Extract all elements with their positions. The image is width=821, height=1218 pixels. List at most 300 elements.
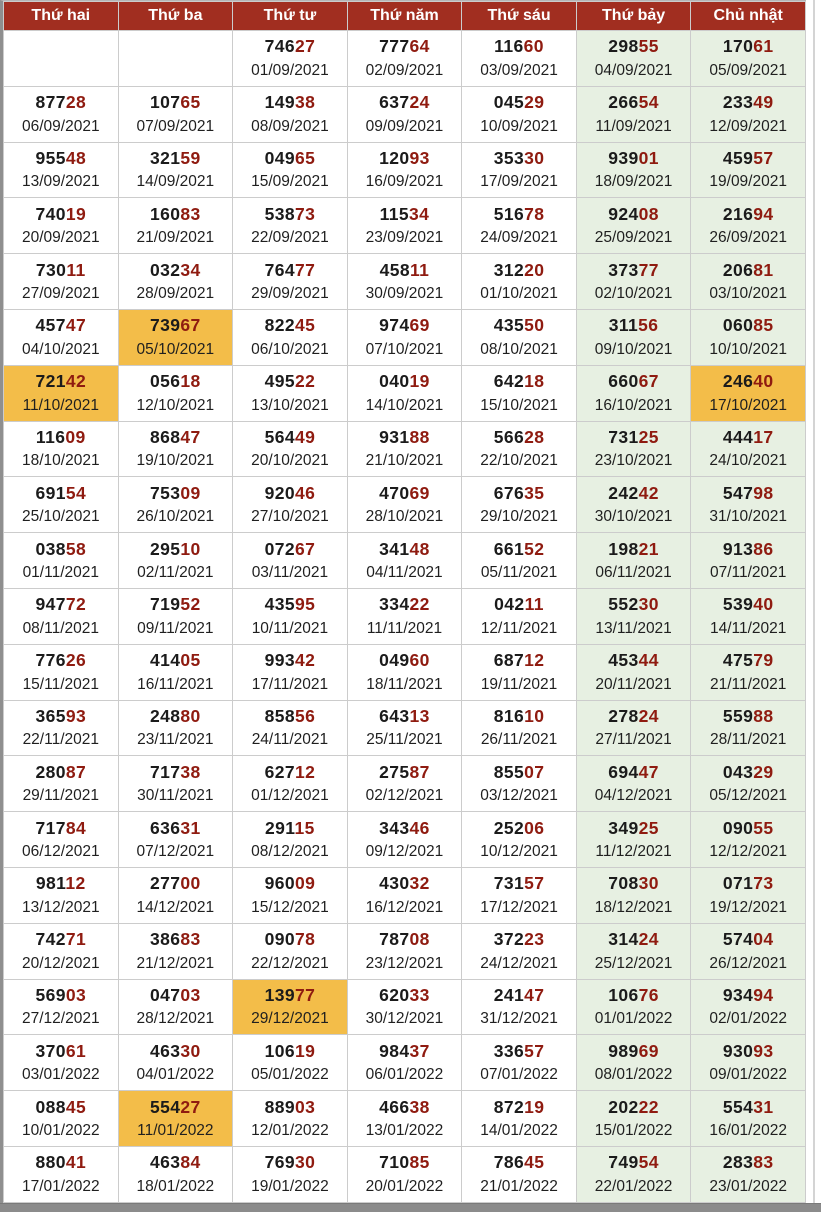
result-cell bbox=[691, 309, 806, 365]
result-number-first-three: 574 bbox=[722, 929, 754, 950]
result-number-first-three: 314 bbox=[608, 929, 639, 950]
result-number-first-three: 960 bbox=[264, 873, 295, 894]
result-number-last-two: 38 bbox=[409, 1096, 430, 1117]
result-date: 04/09/2021 bbox=[594, 61, 673, 79]
result-number-first-three: 202 bbox=[608, 1096, 639, 1117]
result-cell bbox=[462, 1146, 577, 1202]
result-number bbox=[233, 94, 347, 112]
result-cell bbox=[233, 644, 348, 700]
result-number bbox=[119, 482, 233, 503]
result-number-first-three: 939 bbox=[608, 147, 639, 168]
result-number bbox=[577, 426, 691, 447]
result-number-first-three: 989 bbox=[608, 1040, 639, 1061]
result-number bbox=[4, 761, 118, 782]
result-number-last-two: 55 bbox=[638, 36, 659, 57]
result-number bbox=[119, 875, 233, 893]
result-cell bbox=[347, 198, 462, 254]
result-date: 13/12/2021 bbox=[21, 898, 100, 916]
result-number-last-two: 71 bbox=[65, 929, 87, 950]
result-number bbox=[691, 538, 805, 559]
result-number-last-two: 81 bbox=[753, 259, 774, 280]
result-cell bbox=[576, 142, 691, 198]
result-number-last-two: 49 bbox=[753, 92, 774, 113]
result-number-first-three: 336 bbox=[493, 1040, 525, 1061]
result-date: 07/11/2021 bbox=[709, 564, 787, 582]
result-number bbox=[348, 705, 462, 726]
result-number-first-three: 414 bbox=[150, 650, 181, 671]
result-date: 30/10/2021 bbox=[594, 508, 673, 526]
result-number-last-two: 88 bbox=[753, 705, 774, 726]
result-number-last-two: 47 bbox=[638, 761, 659, 782]
result-number-first-three: 539 bbox=[722, 594, 754, 615]
result-number-last-two: 45 bbox=[65, 1096, 87, 1117]
result-number-first-three: 334 bbox=[379, 594, 410, 615]
result-cell bbox=[691, 477, 806, 533]
result-date: 12/12/2021 bbox=[709, 843, 787, 861]
result-number-last-two: 44 bbox=[638, 650, 659, 671]
result-number-first-three: 060 bbox=[722, 315, 754, 336]
result-number-first-three: 160 bbox=[150, 203, 181, 224]
result-cell bbox=[576, 533, 691, 589]
result-date: 18/09/2021 bbox=[594, 173, 673, 191]
result-number-first-three: 090 bbox=[264, 929, 295, 950]
result-cell bbox=[347, 700, 462, 756]
result-number-last-two: 52 bbox=[524, 538, 545, 559]
result-number-last-two: 80 bbox=[180, 705, 201, 726]
result-row bbox=[4, 31, 806, 87]
result-number-last-two: 64 bbox=[409, 36, 430, 57]
result-cell bbox=[118, 1091, 233, 1147]
result-number bbox=[119, 317, 233, 335]
result-cell bbox=[462, 700, 577, 756]
result-number-first-three: 116 bbox=[494, 36, 524, 57]
result-date: 21/09/2021 bbox=[136, 229, 215, 247]
result-number bbox=[233, 317, 347, 335]
result-cell bbox=[233, 867, 348, 923]
result-date: 20/01/2022 bbox=[365, 1177, 444, 1195]
result-number-last-two: 77 bbox=[638, 259, 659, 280]
result-number bbox=[4, 596, 118, 614]
result-cell bbox=[118, 421, 233, 477]
result-number-last-two: 33 bbox=[409, 984, 430, 1005]
result-cell bbox=[576, 198, 691, 254]
result-date: 18/11/2021 bbox=[366, 675, 443, 693]
weekday-header-row bbox=[4, 2, 806, 31]
result-number-last-two: 45 bbox=[524, 1152, 545, 1173]
result-cell bbox=[347, 867, 462, 923]
result-date: 30/11/2021 bbox=[137, 787, 214, 805]
result-cell bbox=[118, 142, 233, 198]
result-cell bbox=[347, 1146, 462, 1202]
result-number bbox=[233, 931, 347, 949]
result-number-first-three: 764 bbox=[264, 259, 295, 280]
result-cell bbox=[233, 198, 348, 254]
result-number bbox=[233, 817, 347, 838]
result-cell bbox=[691, 31, 806, 87]
result-date: 08/12/2021 bbox=[251, 843, 329, 861]
result-date: 02/12/2021 bbox=[365, 787, 444, 805]
result-cell bbox=[4, 421, 119, 477]
result-date: 04/11/2021 bbox=[366, 564, 443, 582]
result-cell bbox=[691, 142, 806, 198]
result-number-last-two: 04 bbox=[753, 929, 774, 950]
result-number bbox=[233, 482, 347, 503]
result-cell bbox=[233, 421, 348, 477]
result-number-first-three: 475 bbox=[722, 650, 754, 671]
result-number bbox=[119, 538, 233, 559]
result-number-last-two: 11 bbox=[410, 259, 430, 280]
result-number bbox=[691, 1154, 805, 1172]
result-date: 21/11/2021 bbox=[709, 675, 787, 693]
result-cell bbox=[233, 979, 348, 1035]
result-cell bbox=[118, 1146, 233, 1202]
result-number-last-two: 83 bbox=[753, 1152, 774, 1173]
result-number-first-three: 708 bbox=[608, 873, 639, 894]
result-date: 15/01/2022 bbox=[594, 1122, 673, 1140]
result-cell bbox=[347, 756, 462, 812]
result-number bbox=[577, 38, 691, 56]
result-number-last-two: 05 bbox=[180, 650, 201, 671]
result-number bbox=[4, 875, 118, 893]
result-cell bbox=[4, 700, 119, 756]
result-number-first-three: 749 bbox=[608, 1152, 639, 1173]
result-cell bbox=[118, 923, 233, 979]
result-number bbox=[348, 875, 462, 893]
result-cell bbox=[4, 533, 119, 589]
result-cell bbox=[462, 1091, 577, 1147]
result-date: 04/10/2021 bbox=[21, 340, 100, 358]
result-number-first-three: 040 bbox=[379, 371, 410, 392]
result-number-first-three: 643 bbox=[379, 705, 410, 726]
weekday-header-cell: Thứ ba bbox=[118, 2, 233, 31]
result-cell bbox=[576, 477, 691, 533]
result-date: 28/10/2021 bbox=[365, 508, 444, 526]
result-number-last-two: 09 bbox=[65, 426, 86, 447]
result-number bbox=[577, 761, 691, 782]
result-number-last-two: 26 bbox=[65, 650, 87, 671]
result-cell bbox=[576, 365, 691, 421]
result-cell bbox=[4, 979, 119, 1035]
result-cell bbox=[4, 477, 119, 533]
result-number-last-two: 83 bbox=[180, 929, 201, 950]
result-number bbox=[233, 147, 347, 168]
result-number-last-two: 40 bbox=[753, 371, 774, 392]
result-number bbox=[348, 426, 462, 447]
result-number bbox=[348, 482, 462, 503]
result-cell bbox=[233, 1035, 348, 1091]
result-number bbox=[233, 1154, 347, 1172]
result-date: 25/09/2021 bbox=[594, 229, 673, 247]
result-number-last-two: 10 bbox=[180, 538, 201, 559]
result-number-last-two: 61 bbox=[753, 36, 774, 57]
result-date: 26/10/2021 bbox=[136, 508, 215, 526]
result-number-first-three: 170 bbox=[722, 36, 754, 57]
result-number bbox=[233, 596, 347, 614]
result-number-last-two: 30 bbox=[524, 147, 545, 168]
result-number-last-two: 11 bbox=[66, 259, 86, 280]
result-number-last-two: 60 bbox=[523, 36, 544, 57]
result-cell bbox=[462, 867, 577, 923]
result-number bbox=[691, 317, 805, 335]
result-number bbox=[348, 147, 462, 168]
result-number-last-two: 59 bbox=[180, 147, 201, 168]
result-row bbox=[4, 309, 806, 365]
result-number-first-three: 049 bbox=[379, 650, 410, 671]
result-number-last-two: 57 bbox=[524, 1040, 545, 1061]
result-number-last-two: 69 bbox=[409, 315, 430, 336]
weekday-header-cell: Thứ sáu bbox=[462, 2, 577, 31]
result-number-last-two: 35 bbox=[524, 482, 545, 503]
result-number-last-two: 10 bbox=[524, 705, 545, 726]
result-number-last-two: 28 bbox=[65, 92, 87, 113]
result-number-first-three: 466 bbox=[379, 1096, 410, 1117]
result-cell bbox=[118, 812, 233, 868]
result-number bbox=[4, 538, 118, 559]
result-number bbox=[462, 482, 576, 503]
result-number-last-two: 11 bbox=[524, 594, 544, 615]
result-number-last-two: 00 bbox=[180, 873, 201, 894]
result-number-last-two: 24 bbox=[638, 929, 659, 950]
result-number bbox=[462, 38, 576, 56]
result-date: 09/10/2021 bbox=[594, 340, 673, 358]
result-number-first-three: 538 bbox=[264, 203, 295, 224]
result-cell bbox=[233, 86, 348, 142]
right-edge-line bbox=[813, 0, 815, 1203]
result-cell bbox=[576, 812, 691, 868]
result-number-first-three: 047 bbox=[150, 984, 181, 1005]
result-number-last-two: 34 bbox=[409, 203, 430, 224]
result-cell bbox=[233, 1146, 348, 1202]
result-cell bbox=[576, 588, 691, 644]
result-number bbox=[4, 317, 118, 335]
result-date: 10/01/2022 bbox=[21, 1122, 100, 1140]
result-date: 21/10/2021 bbox=[365, 452, 444, 470]
result-number-first-three: 459 bbox=[722, 147, 754, 168]
weekday-header-cell: Thứ tư bbox=[233, 2, 348, 31]
result-date: 06/10/2021 bbox=[251, 340, 329, 358]
result-date: 22/12/2021 bbox=[251, 954, 329, 972]
result-cell bbox=[118, 588, 233, 644]
result-number bbox=[348, 652, 462, 670]
result-cell bbox=[691, 86, 806, 142]
result-number-first-three: 880 bbox=[35, 1152, 66, 1173]
result-number-last-two: 93 bbox=[753, 1040, 774, 1061]
result-number-last-two: 84 bbox=[65, 817, 87, 838]
result-number-last-two: 19 bbox=[294, 1040, 316, 1061]
result-number-first-three: 045 bbox=[493, 92, 525, 113]
result-row bbox=[4, 588, 806, 644]
result-number bbox=[119, 817, 233, 838]
result-row bbox=[4, 142, 806, 198]
result-cell bbox=[118, 756, 233, 812]
result-number bbox=[348, 259, 462, 280]
result-date: 07/01/2022 bbox=[480, 1066, 558, 1084]
result-date: 03/09/2021 bbox=[480, 61, 558, 79]
result-number bbox=[577, 203, 691, 224]
result-number bbox=[233, 705, 347, 726]
result-number bbox=[691, 94, 805, 112]
result-date: 11/11/2021 bbox=[366, 619, 443, 637]
result-date: 02/11/2021 bbox=[137, 564, 214, 582]
result-number-first-three: 353 bbox=[493, 147, 525, 168]
result-cell bbox=[347, 477, 462, 533]
result-date: 30/12/2021 bbox=[365, 1010, 444, 1028]
result-number bbox=[348, 538, 462, 559]
result-number-first-three: 106 bbox=[264, 1040, 295, 1061]
result-number-first-three: 858 bbox=[264, 705, 295, 726]
result-date: 10/12/2021 bbox=[480, 843, 558, 861]
result-number bbox=[577, 705, 691, 726]
result-number-last-two: 30 bbox=[294, 1152, 316, 1173]
result-number-last-two: 54 bbox=[638, 92, 659, 113]
result-number-first-three: 776 bbox=[35, 650, 66, 671]
result-number-last-two: 93 bbox=[65, 705, 87, 726]
result-number-first-three: 373 bbox=[608, 259, 639, 280]
result-cell bbox=[118, 477, 233, 533]
result-number-last-two: 78 bbox=[524, 203, 545, 224]
result-number-last-two: 29 bbox=[753, 761, 774, 782]
result-number-last-two: 49 bbox=[294, 426, 316, 447]
result-date: 18/12/2021 bbox=[594, 898, 673, 916]
result-number-first-three: 554 bbox=[150, 1096, 181, 1117]
result-number bbox=[4, 426, 118, 447]
result-number-first-three: 149 bbox=[264, 92, 295, 113]
result-number-first-three: 457 bbox=[35, 315, 66, 336]
result-number bbox=[119, 94, 233, 112]
result-number bbox=[233, 984, 347, 1005]
result-date: 23/11/2021 bbox=[137, 731, 214, 749]
result-number-first-three: 931 bbox=[379, 426, 410, 447]
result-number-first-three: 386 bbox=[150, 929, 181, 950]
result-number bbox=[233, 652, 347, 670]
result-number-first-three: 365 bbox=[35, 705, 66, 726]
result-date: 23/09/2021 bbox=[365, 229, 444, 247]
result-number bbox=[462, 875, 576, 893]
result-date: 09/12/2021 bbox=[365, 843, 444, 861]
result-number-first-three: 311 bbox=[608, 315, 639, 336]
result-number-first-three: 769 bbox=[264, 1152, 295, 1173]
result-cell bbox=[691, 198, 806, 254]
result-cell bbox=[4, 365, 119, 421]
result-number bbox=[577, 931, 691, 949]
result-date: 31/12/2021 bbox=[480, 1010, 558, 1028]
result-date: 01/12/2021 bbox=[251, 787, 329, 805]
result-cell bbox=[347, 533, 462, 589]
result-number-first-three: 042 bbox=[494, 594, 525, 615]
result-number bbox=[119, 373, 233, 391]
weekday-header-cell: Thứ hai bbox=[4, 2, 119, 31]
result-number-last-two: 30 bbox=[638, 594, 659, 615]
result-date: 18/10/2021 bbox=[21, 452, 100, 470]
result-number bbox=[119, 984, 233, 1005]
result-cell bbox=[233, 812, 348, 868]
result-number bbox=[691, 373, 805, 391]
result-date: 12/10/2021 bbox=[136, 396, 215, 414]
result-number bbox=[348, 94, 462, 112]
result-number-first-three: 206 bbox=[722, 259, 754, 280]
result-number-last-two: 47 bbox=[180, 426, 201, 447]
weekday-header-cell: Thứ năm bbox=[347, 2, 462, 31]
result-number-last-two: 67 bbox=[638, 371, 659, 392]
result-number-last-two: 77 bbox=[294, 984, 316, 1005]
result-cell bbox=[347, 254, 462, 310]
result-number bbox=[462, 984, 576, 1005]
result-number bbox=[4, 373, 118, 391]
result-cell bbox=[118, 700, 233, 756]
horizontal-scrollbar-thumb[interactable] bbox=[0, 1203, 821, 1212]
result-number-first-three: 233 bbox=[722, 92, 754, 113]
result-number bbox=[348, 1040, 462, 1061]
result-cell bbox=[4, 812, 119, 868]
result-cell bbox=[347, 812, 462, 868]
result-number-last-two: 24 bbox=[409, 92, 430, 113]
result-number-first-three: 554 bbox=[722, 1096, 754, 1117]
result-number bbox=[691, 259, 805, 280]
result-date: 16/11/2021 bbox=[137, 675, 214, 693]
result-number-last-two: 67 bbox=[294, 538, 316, 559]
result-date: 13/11/2021 bbox=[595, 619, 672, 637]
result-cell bbox=[233, 1091, 348, 1147]
result-date: 27/10/2021 bbox=[251, 508, 329, 526]
result-date: 19/11/2021 bbox=[480, 675, 558, 693]
result-date: 03/10/2021 bbox=[709, 285, 787, 303]
result-number-first-three: 731 bbox=[608, 426, 639, 447]
result-cell bbox=[462, 644, 577, 700]
result-cell bbox=[691, 1091, 806, 1147]
result-date: 12/01/2022 bbox=[251, 1122, 329, 1140]
result-number-first-three: 955 bbox=[35, 147, 66, 168]
result-cell bbox=[4, 1091, 119, 1147]
result-date: 28/09/2021 bbox=[136, 285, 215, 303]
result-number-last-two: 57 bbox=[753, 147, 774, 168]
result-number-first-three: 453 bbox=[608, 650, 639, 671]
result-number-last-two: 85 bbox=[753, 315, 774, 336]
result-cell bbox=[4, 86, 119, 142]
result-number bbox=[462, 817, 576, 838]
result-number-first-three: 038 bbox=[35, 538, 66, 559]
result-number bbox=[691, 817, 805, 838]
result-cell bbox=[347, 1035, 462, 1091]
result-cell bbox=[691, 1035, 806, 1091]
result-number-first-three: 753 bbox=[150, 482, 181, 503]
result-date: 29/09/2021 bbox=[251, 285, 329, 303]
result-number-first-three: 710 bbox=[379, 1152, 410, 1173]
result-number-last-two: 03 bbox=[294, 1096, 316, 1117]
result-number bbox=[577, 482, 691, 503]
result-cell bbox=[347, 644, 462, 700]
result-number-last-two: 72 bbox=[65, 594, 87, 615]
result-number bbox=[348, 1096, 462, 1117]
result-row bbox=[4, 923, 806, 979]
result-date: 27/12/2021 bbox=[21, 1010, 100, 1028]
result-number-last-two: 55 bbox=[753, 817, 774, 838]
result-number-first-three: 930 bbox=[722, 1040, 754, 1061]
result-number bbox=[119, 705, 233, 726]
result-number bbox=[577, 984, 691, 1005]
result-number-first-three: 241 bbox=[493, 984, 525, 1005]
result-cell bbox=[118, 198, 233, 254]
result-number-last-two: 01 bbox=[638, 147, 659, 168]
result-cell bbox=[462, 756, 577, 812]
result-number-first-three: 717 bbox=[150, 761, 181, 782]
result-number-first-three: 246 bbox=[722, 371, 754, 392]
result-number-first-three: 559 bbox=[722, 705, 754, 726]
result-number-first-three: 920 bbox=[264, 482, 295, 503]
result-cell bbox=[347, 588, 462, 644]
result-number-last-two: 19 bbox=[524, 1096, 545, 1117]
result-number-first-three: 049 bbox=[264, 147, 295, 168]
result-number bbox=[577, 652, 691, 670]
